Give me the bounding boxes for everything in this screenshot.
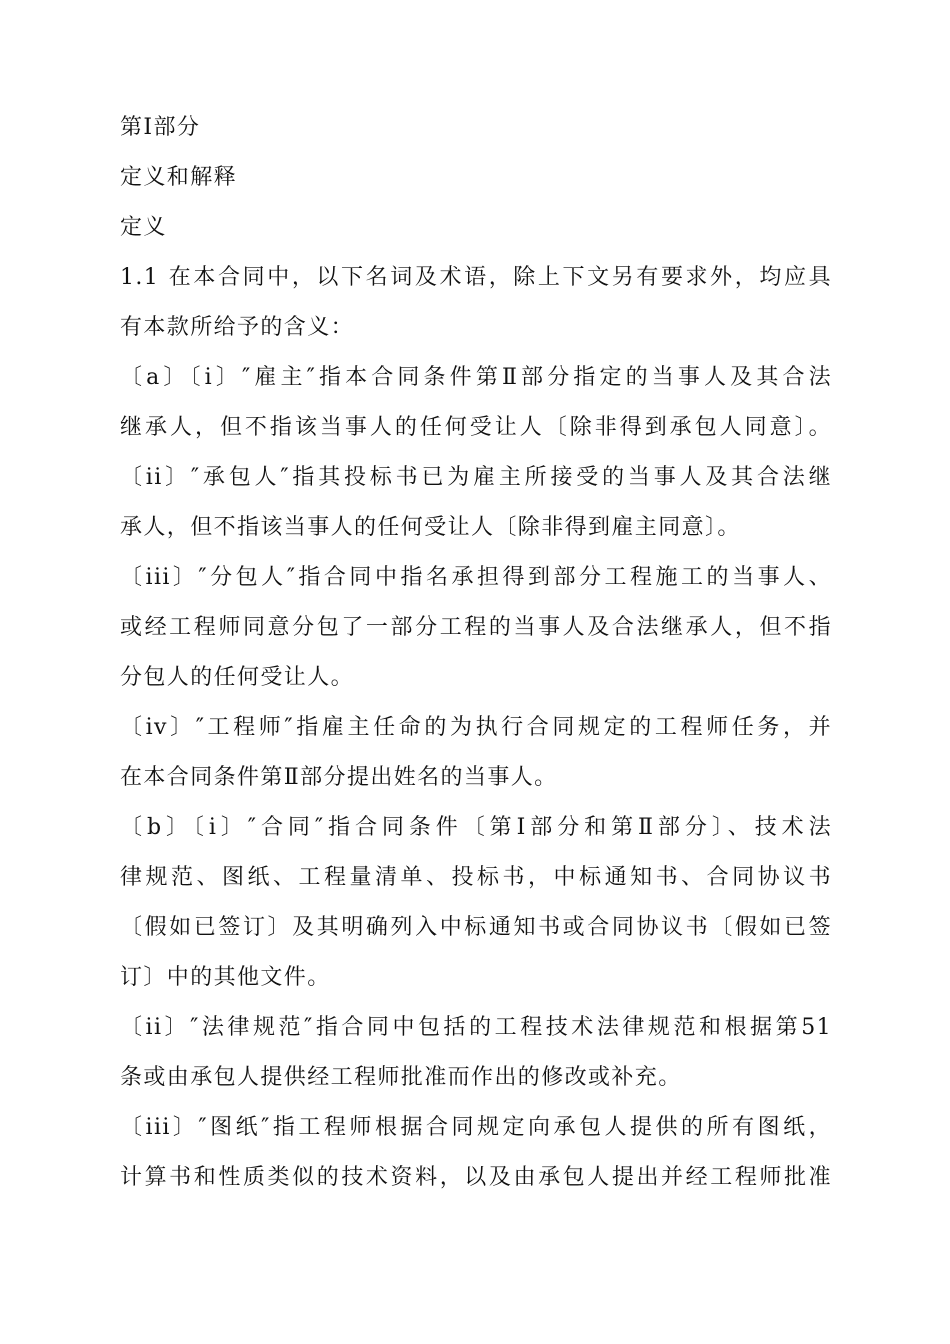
paragraph-line: 〔a〕〔i〕″雇主″指本合同条件第Ⅱ部分指定的当事人及其合法 — [120, 365, 832, 390]
subsection-title: 定义 — [120, 215, 167, 240]
paragraph-line: 条或由承包人提供经工程师批准而作出的修改或补充。 — [120, 1065, 682, 1090]
paragraph-line: 在本合同条件第Ⅱ部分提出姓名的当事人。 — [120, 765, 558, 790]
paragraph-line: 律规范、图纸、工程量清单、投标书，中标通知书、合同协议书 — [120, 865, 832, 890]
paragraph-line: 承人，但不指该当事人的任何受让人〔除非得到雇主同意〕。 — [120, 515, 741, 540]
document-body — [120, 103, 832, 1203]
paragraph-line: 〔b〕〔i〕″合同″指合同条件〔第Ⅰ部分和第Ⅱ部分〕、技术法 — [120, 815, 832, 840]
paragraph-line: 〔假如已签订〕及其明确列入中标通知书或合同协议书〔假如已签 — [120, 915, 832, 940]
paragraph-line: 1.1 在本合同中，以下名词及术语，除上下文另有要求外，均应具 — [120, 265, 832, 290]
paragraph-line: 计算书和性质类似的技术资料，以及由承包人提出并经工程师批准 — [120, 1165, 832, 1190]
paragraph-line: 分包人的任何受让人。 — [120, 665, 355, 690]
paragraph-line: 有本款所给予的含义： — [120, 315, 355, 340]
part-heading: 第Ⅰ部分 — [120, 115, 201, 140]
paragraph-line: 〔iv〕″工程师″指雇主任命的为执行合同规定的工程师任务，并 — [120, 715, 832, 740]
paragraph-line: 〔ii〕″承包人″指其投标书已为雇主所接受的当事人及其合法继 — [120, 465, 832, 490]
paragraph-line: 订〕中的其他文件。 — [120, 965, 331, 990]
paragraph-line: 或经工程师同意分包了一部分工程的当事人及合法继承人，但不指 — [120, 615, 832, 640]
paragraph-line: 〔iii〕″图纸″指工程师根据合同规定向承包人提供的所有图纸， — [120, 1115, 832, 1140]
paragraph-line: 继承人，但不指该当事人的任何受让人〔除非得到承包人同意〕。 — [120, 415, 832, 440]
paragraph-line: 〔ii〕″法律规范″指合同中包括的工程技术法律规范和根据第51 — [120, 1015, 832, 1040]
section-title: 定义和解释 — [120, 165, 238, 190]
paragraph-line: 〔iii〕″分包人″指合同中指名承担得到部分工程施工的当事人、 — [120, 565, 832, 590]
